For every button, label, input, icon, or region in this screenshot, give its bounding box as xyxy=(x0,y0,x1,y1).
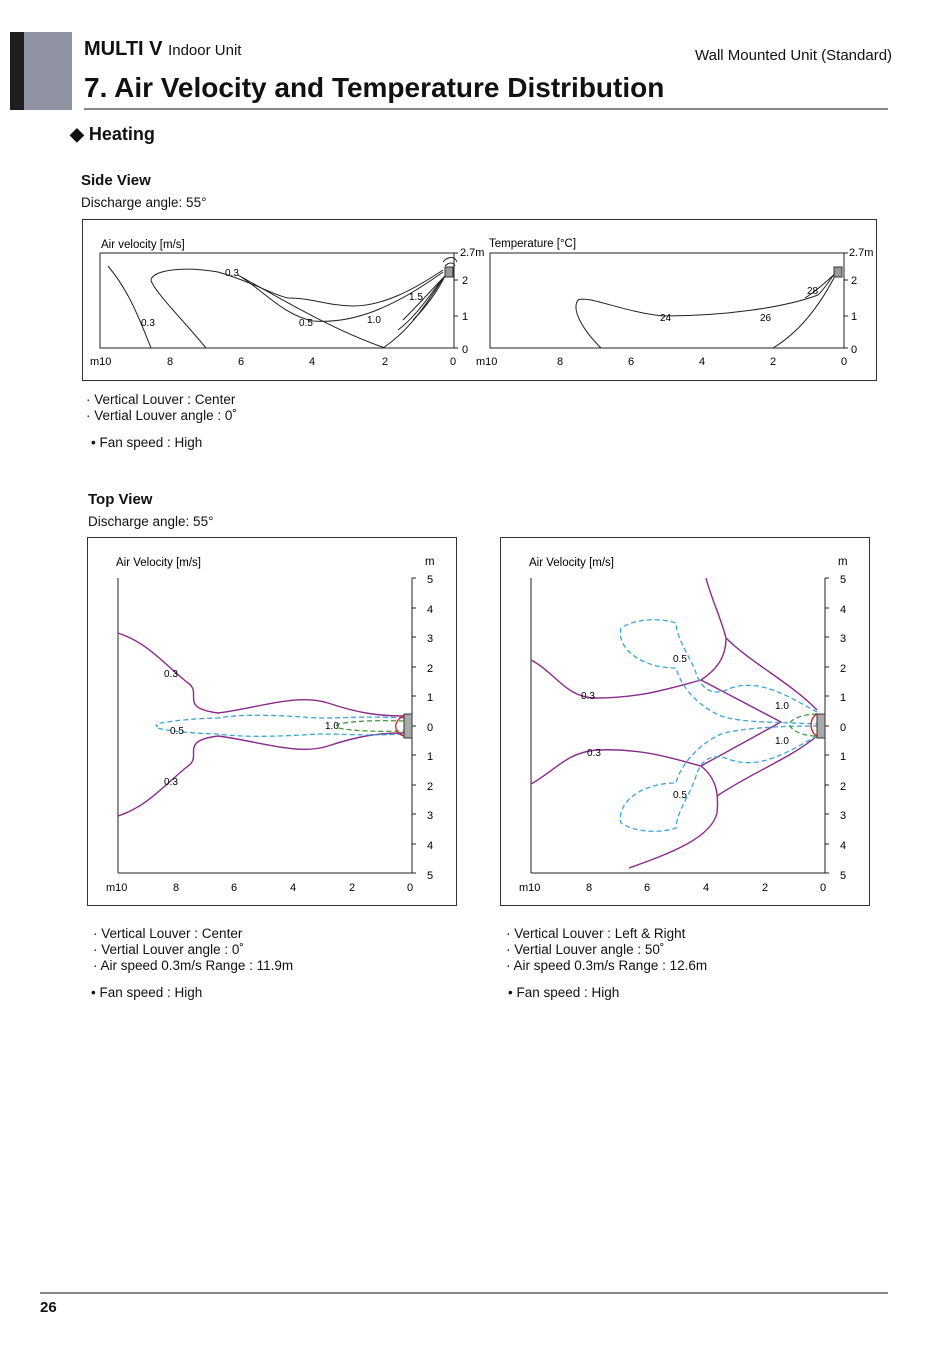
velocity-y-tick: 2.7m xyxy=(460,247,485,259)
top-left-x-tick: 4 xyxy=(290,882,297,894)
brand-title: MULTI V Indoor Unit xyxy=(84,38,242,60)
temperature-label: Temperature [°C] xyxy=(489,238,577,250)
top-left-y-tick: 3 xyxy=(427,633,434,645)
top-left-y-tick: 1 xyxy=(427,692,434,704)
top-left-y-tick: 4 xyxy=(427,604,434,616)
top-left-x-tick: 0 xyxy=(407,882,414,894)
temperature-x-tick: 4 xyxy=(699,356,706,368)
velocity-contour-label: 1.5 xyxy=(409,292,423,303)
side-view-frame xyxy=(82,219,877,381)
top-left-chart xyxy=(88,538,458,907)
top-right-y-tick: 2 xyxy=(840,663,847,675)
top-left-y-tick: 5 xyxy=(427,574,434,586)
velocity-y-tick: 0 xyxy=(462,344,469,356)
top-right-y-tick: 3 xyxy=(840,810,847,822)
velocity-y-tick: 1 xyxy=(462,311,469,323)
unit-type: Wall Mounted Unit (Standard) xyxy=(695,47,893,64)
side-fan-speed: • Fan speed : High xyxy=(91,435,203,450)
side-note: · Vertical Louver : Center xyxy=(86,392,236,407)
indoor-unit-icon xyxy=(834,267,842,277)
top-right-contour-label: 0.5 xyxy=(673,790,687,801)
top-left-x-tick: 8 xyxy=(173,882,180,894)
top-view-discharge: Discharge angle: 55° xyxy=(88,514,214,529)
top-view-title: Top View xyxy=(88,491,153,508)
top-left-label: Air Velocity [m/s] xyxy=(116,557,201,569)
velocity-contour-label: 0.3 xyxy=(225,268,239,279)
temperature-plot-box xyxy=(490,253,844,348)
top-left-contour-label: 0.5 xyxy=(170,726,184,737)
top-right-contour-label: 1.0 xyxy=(775,736,789,747)
top-left-x-tick: m10 xyxy=(106,882,128,894)
top-right-note: · Vertical Louver : Left & Right xyxy=(506,926,686,941)
top-right-y-tick: 5 xyxy=(840,574,847,586)
top-left-x-tick: 2 xyxy=(349,882,356,894)
temperature-contour-label: 24 xyxy=(660,313,672,324)
temperature-y-tick: 2.7m xyxy=(849,247,874,259)
top-left-y-tick: 4 xyxy=(427,840,434,852)
velocity-contour-label: 0.3 xyxy=(141,318,155,329)
velocity-label: Air velocity [m/s] xyxy=(101,239,185,251)
top-left-contour-10 xyxy=(337,721,405,732)
top-left-y-tick: 1 xyxy=(427,751,434,763)
top-right-x-tick: 8 xyxy=(586,882,593,894)
top-left-y-tick: 2 xyxy=(427,781,434,793)
top-left-note: · Air speed 0.3m/s Range : 11.9m xyxy=(93,958,294,973)
top-left-x-tick: 6 xyxy=(231,882,238,894)
top-right-y-tick: 5 xyxy=(840,870,847,882)
velocity-contour-15 xyxy=(398,276,445,330)
diamond-icon: ◆ xyxy=(70,124,84,144)
top-right-contour-label: 0.5 xyxy=(673,654,687,665)
top-right-x-tick: 2 xyxy=(762,882,769,894)
velocity-x-tick: 4 xyxy=(309,356,316,368)
top-right-y-tick: 0 xyxy=(840,722,847,734)
top-left-note: · Vertical Louver : Center xyxy=(93,926,243,941)
indoor-unit-icon xyxy=(817,714,825,738)
top-left-note: · Vertial Louver angle : 0˚ xyxy=(93,942,244,957)
page-number: 26 xyxy=(40,1299,57,1316)
velocity-contour-label: 1.0 xyxy=(367,315,381,326)
side-note: · Vertial Louver angle : 0˚ xyxy=(86,408,237,423)
top-left-contour-label: 1.0 xyxy=(325,721,339,732)
top-right-note: · Vertial Louver angle : 50˚ xyxy=(506,942,665,957)
top-right-x-tick: 0 xyxy=(820,882,827,894)
side-view-discharge: Discharge angle: 55° xyxy=(81,195,207,210)
mode-heading: ◆ Heating xyxy=(70,124,155,144)
temperature-contour-label: 26 xyxy=(760,313,772,324)
top-right-y-tick: 1 xyxy=(840,751,847,763)
top-right-x-tick: m10 xyxy=(519,882,541,894)
top-right-contour-label: 1.0 xyxy=(775,701,789,712)
velocity-contour-label: 0.5 xyxy=(299,318,313,329)
temperature-contour-label: 28 xyxy=(807,286,819,297)
top-right-y-tick: 1 xyxy=(840,692,847,704)
top-right-label: Air Velocity [m/s] xyxy=(529,557,614,569)
top-left-y-tick: 2 xyxy=(427,663,434,675)
top-left-contour-label: 0.3 xyxy=(164,777,178,788)
side-view-charts xyxy=(83,220,878,382)
top-right-y-tick: 3 xyxy=(840,633,847,645)
top-left-y-tick: 0 xyxy=(427,722,434,734)
top-left-y-tick: 5 xyxy=(427,870,434,882)
temperature-y-tick: 2 xyxy=(851,275,858,287)
indoor-unit-icon xyxy=(445,267,453,277)
header-tab-dark xyxy=(10,32,24,110)
top-left-contour-label: 0.3 xyxy=(164,669,178,680)
top-right-fan-speed: • Fan speed : High xyxy=(508,985,620,1000)
velocity-x-tick: 0 xyxy=(450,356,457,368)
temperature-x-tick: 8 xyxy=(557,356,564,368)
top-view-right-frame xyxy=(500,537,870,906)
top-right-contour-label: 0.3 xyxy=(587,748,601,759)
velocity-contour-10 xyxy=(383,276,445,348)
page-title: 7. Air Velocity and Temperature Distribution xyxy=(84,72,665,103)
top-left-fan-speed: • Fan speed : High xyxy=(91,985,203,1000)
temperature-x-tick: 6 xyxy=(628,356,635,368)
header-tab-grey xyxy=(24,32,72,110)
temperature-y-tick: 1 xyxy=(851,311,858,323)
temperature-x-tick: m10 xyxy=(476,356,498,368)
top-right-y-tick: 4 xyxy=(840,840,847,852)
top-right-x-tick: 6 xyxy=(644,882,651,894)
side-view-title: Side View xyxy=(81,172,151,189)
footer-rule xyxy=(40,1292,888,1294)
top-view-left-frame xyxy=(87,537,457,906)
indoor-unit-icon xyxy=(404,714,412,738)
velocity-contour-03 xyxy=(151,269,443,348)
top-left-contour-03-lower xyxy=(118,733,404,816)
top-right-chart xyxy=(501,538,871,907)
top-right-contour-03-inner xyxy=(701,680,781,766)
top-right-y-tick: 2 xyxy=(840,781,847,793)
velocity-x-tick: 2 xyxy=(382,356,389,368)
temperature-x-tick: 0 xyxy=(841,356,848,368)
top-right-contour-label: 0.3 xyxy=(581,691,595,702)
velocity-x-tick: m10 xyxy=(90,356,112,368)
top-left-y-unit: m xyxy=(425,556,435,568)
temperature-y-tick: 0 xyxy=(851,344,858,356)
top-right-contour-red xyxy=(811,714,817,736)
top-left-contour-05 xyxy=(156,715,404,736)
top-right-note: · Air speed 0.3m/s Range : 12.6m xyxy=(506,958,708,973)
top-right-y-tick: 4 xyxy=(840,604,847,616)
top-right-contour-03-lower xyxy=(531,736,817,868)
top-right-y-unit: m xyxy=(838,556,848,568)
velocity-contour-outer xyxy=(108,266,151,348)
top-left-contour-03-upper xyxy=(118,633,404,716)
velocity-x-tick: 8 xyxy=(167,356,174,368)
velocity-y-tick: 2 xyxy=(462,275,469,287)
velocity-x-tick: 6 xyxy=(238,356,245,368)
temperature-x-tick: 2 xyxy=(770,356,777,368)
temperature-contour-24 xyxy=(576,270,837,348)
top-left-y-tick: 3 xyxy=(427,810,434,822)
top-right-x-tick: 4 xyxy=(703,882,710,894)
header-rule xyxy=(84,108,888,110)
